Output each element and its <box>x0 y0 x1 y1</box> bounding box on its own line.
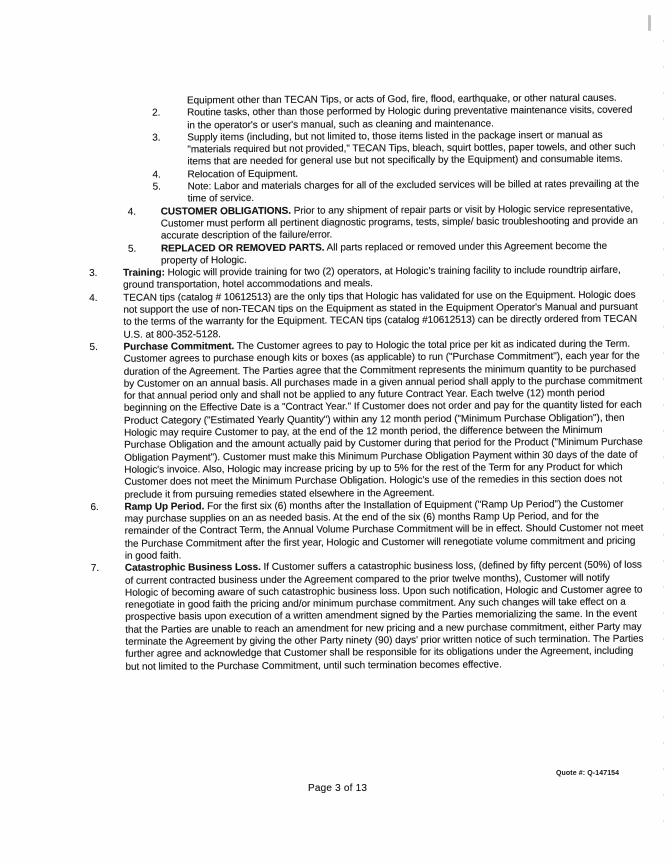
list-item-body-text: The Customer agrees to pay to Hologic the total price per kit as indicated during the Term. Customer agrees to purchase enough kits or boxes (as applicable) to run ("Purchase Commitment"), each year for the duration of the Agreement. The Parties agree that the Commitment represents the minimum quantity to be purchased by Customer on an annual basis. All purchases made in a given annual period shall apply to the purchase commitment for that annual period only and shall not be applied to any future Contract Year. Each twelve (12) month period beginning on the Effective Date is a "Contract Year." If Customer does not order and pay for the quantity listed for each Product Category ("Estimated Yearly Quantity") within any 12 month period ("Minimum Purchase Obligation"), then Hologic may require Customer to pay, at the end of the 12 month period, the difference between the Minimum Purchase Obligation and the amount actually paid by Customer during that period for the Product ("Minimum Purchase Obligation Payment"). Customer must make this Minimum Purchase Obligation Payment within 30 days of the date of Hologic's invoice. Also, Hologic may increase pricing by up to 5% for the rest of the Term for any Product for which Customer does not meet the Minimum Purchase Obligation. Hologic's use of the remedies in this section does not preclude it from pursuing remedies stated elsewhere in the Agreement. <box>123 338 643 501</box>
list-item-text <box>161 240 643 268</box>
list-item-text <box>188 179 643 206</box>
list-item-lead: Catastrophic Business Loss. <box>124 562 261 575</box>
list-item <box>89 240 643 268</box>
list-item-number: 5. <box>127 243 137 255</box>
list-item-number: 5. <box>89 341 98 353</box>
scan-edge-noise <box>663 40 664 846</box>
list-item-number: 2. <box>152 107 161 119</box>
list-item-lead: REPLACED OR REMOVED PARTS. <box>160 242 325 255</box>
list-item-body-text: Supply items (including, but not limited to, those items listed in the package insert or manual as "materials required but not provided," TECAN Tips, bleach, squirt bottles, paper towels, and other such items that are needed for general use but not specifically by the Equipment) and consumable items. <box>187 129 636 168</box>
list-item <box>88 105 642 133</box>
list-item-lead: Purchase Commitment. <box>123 341 235 353</box>
list-item <box>88 130 642 170</box>
list-item-text <box>123 289 643 341</box>
list-item-text <box>124 498 644 563</box>
list-item-number: 6. <box>90 501 99 513</box>
list-item-body-text: Prior to any shipment of repair parts or visit by Hologic service representative, Customer must perform all pertinent diagnostic programs, tests, simple/ basic troubleshooting and provide an accurate description of the failure/error. <box>160 203 638 242</box>
list-item-lead: Training: <box>123 267 165 279</box>
list-item <box>91 560 646 674</box>
page-number-label: Page 3 of 13 <box>308 783 368 794</box>
list-item-body-text: TECAN tips (catalog # 10612513) are the only tips that Hologic has validated for use on the Equipment. Hologic does not support the use of non-TECAN tips on the Equipment as stated in the Equipment Operator's Manual and pursuant to the terms of the warranty for the Equipment. TECAN tips (catalog #10612513) can be directly ordered from TECAN U.S. at 800-352-5128. <box>123 289 638 341</box>
list-item-number: 7. <box>90 563 100 575</box>
list-item-text <box>123 265 643 293</box>
list-item-number: 4. <box>89 292 98 304</box>
list-item-body-text: If Customer suffers a catastrophic business loss, (defined by fifty percent (50%) of loss of current contracted business under the Agreement compared to the prior twelve months), Customer will notify Hologic of becoming aware of such catastrophic business loss. Upon such notification, Hologic and Customer agree to renegotiate in good faith the pricing and/or minimum purchase commitment. Any such changes will take effect on a prospective basis upon execution of a written amendment signed by the Parties memorializing the same. In the event that the Parties are unable to reach an amendment for new pricing and a new purchase commitment, either Party may terminate the Agreement by giving the other Party ninety (90) days' prior written notice of such termination. The Parties further agree and acknowledge that Customer shall be responsible for its obligations under the Agreement, including but not limited to the Purchase Commitment, until such termination becomes effective. <box>124 559 644 673</box>
list-item-lead: Ramp Up Period. <box>124 501 205 513</box>
list-item-text <box>124 339 645 502</box>
list-item-body-text: Relocation of Equipment. <box>187 168 299 181</box>
list-item-number: 4. <box>127 206 136 218</box>
list-item-text <box>161 203 643 243</box>
list-item <box>89 203 643 243</box>
list-item <box>89 265 643 293</box>
list-item-body-text: All parts replaced or removed under this Agreement become the property of Hologic. <box>160 240 608 267</box>
list-item <box>90 498 644 563</box>
list-item-number: 3. <box>152 132 161 144</box>
list-item-number: 4. <box>152 169 161 181</box>
list-item-body-text: Equipment other than TECAN Tips, or acts of God, fire, flood, earthquake, or other natural causes. <box>186 92 617 107</box>
list-item-body-text: For the first six (6) months after the Installation of Equipment ("Ramp Up Period") the Customer may purchase supplies on an as needed basis. At the end of the six (6) months Ramp Up Period, and for the remainder of the Contract Term, the Annual Volume Purchase Commitment will be in effect. Should Customer not meet the Purchase Commitment after the first year, Hologic and Customer will renegotiate volume commitment and pricing in good faith. <box>124 498 644 562</box>
list-item-text <box>187 130 642 170</box>
list-item-body-text: Hologic will provide training for two (2) operators, at Hologic's training facility to include roundtrip airfare, ground transportation, hotel accommodations and meals. <box>123 264 621 292</box>
list-item-lead: CUSTOMER OBLIGATIONS. <box>160 205 291 218</box>
list-item-text <box>125 560 646 674</box>
scan-smudge-artifact <box>648 15 651 31</box>
list-item-body-text: Routine tasks, other than those performed by Hologic during preventative maintenance visits, covered in the operator's or user's manual, such as cleaning and maintenance. <box>187 104 633 131</box>
list-item <box>89 289 643 342</box>
list-item-number: 5. <box>152 181 161 193</box>
list-item-text <box>187 105 642 132</box>
contract-body <box>88 93 646 674</box>
list-item-body-text: Note: Labor and materials charges for all of the excluded services will be billed at rates prevailing at the time of service. <box>187 178 640 205</box>
list-item <box>89 179 643 207</box>
quote-number-label: Quote #: Q-147154 <box>556 770 620 777</box>
list-item <box>90 339 645 502</box>
list-item-number: 3. <box>89 268 98 280</box>
